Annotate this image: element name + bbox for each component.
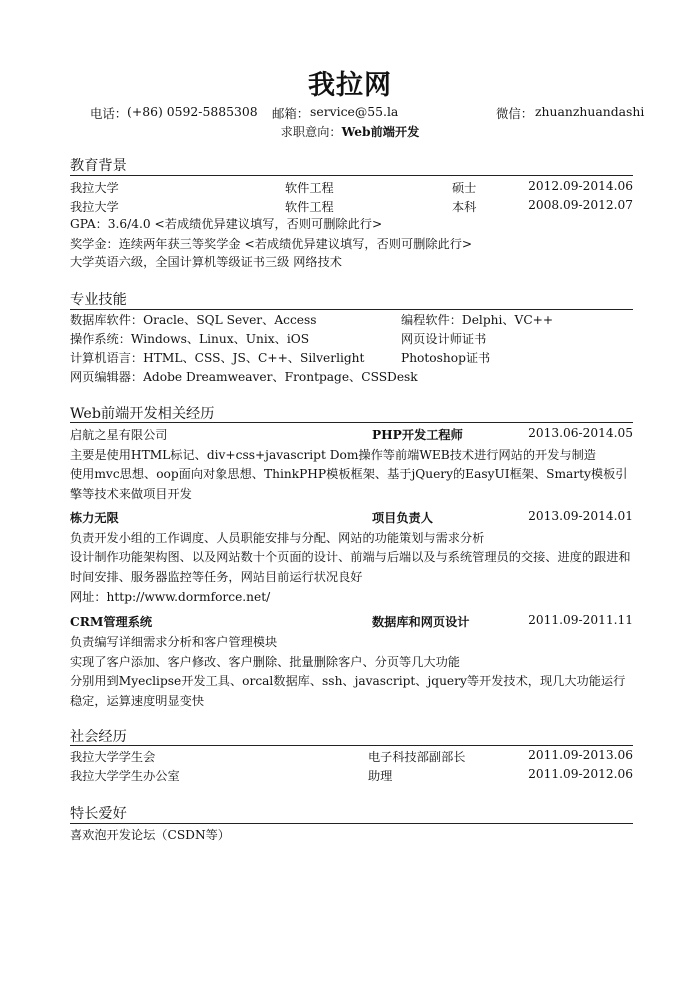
job-role: PHP开发工程师 — [372, 428, 463, 442]
education-school: 我拉大学 — [70, 181, 119, 195]
job-intent — [0, 123, 700, 140]
social-date: 2011.09-2013.06 — [528, 748, 633, 762]
social-org: 我拉大学学生会 — [70, 750, 156, 764]
hobbies-title: 特长爱好 — [70, 806, 127, 822]
skills-title: 专业技能 — [70, 292, 127, 308]
job-role: 项目负责人 — [372, 511, 433, 525]
experience-divider — [70, 422, 633, 423]
social-role: 电子科技部副部长 — [368, 750, 466, 764]
skill-item: 编程软件：Delphi、VC++ — [401, 313, 554, 327]
certificate-line: 大学英语六级，全国计算机等级证书三级 网络技术 — [70, 255, 342, 269]
education-date: 2012.09-2014.06 — [528, 179, 633, 193]
job-date: 2013.09-2014.01 — [528, 509, 633, 523]
resume-name: 我拉网 — [308, 70, 392, 101]
education-degree: 本科 — [452, 200, 477, 214]
wechat-label: 微信： — [496, 106, 534, 121]
job-date: 2013.06-2014.05 — [528, 426, 633, 440]
job-detail: 主要是使用HTML标记、div+css+javascript Dom操作等前端WEB技术进行网站的开发与制造 — [70, 448, 596, 462]
social-divider — [70, 745, 633, 746]
job-date: 2011.09-2011.11 — [528, 613, 633, 627]
job-website-link[interactable]: 网址：http://www.dormforce.net/ — [70, 590, 271, 604]
education-divider — [70, 175, 633, 176]
email-value[interactable]: service@55.la — [310, 104, 399, 119]
job-detail: 负责开发小组的工作调度、人员职能安排与分配、网站的功能策划与需求分析 — [70, 531, 485, 545]
intent-value: Web前端开发 — [341, 125, 420, 139]
social-date: 2011.09-2012.06 — [528, 767, 633, 781]
skill-item: 网页编辑器：Adobe Dreamweaver、Frontpage、CSSDesk — [70, 370, 418, 384]
social-title: 社会经历 — [70, 729, 127, 745]
social-org: 我拉大学学生办公室 — [70, 769, 180, 783]
job-detail: 实现了客户添加、客户修改、客户删除、批量删除客户、分页等几大功能 — [70, 655, 460, 669]
skills-divider — [70, 309, 633, 310]
skill-item: 计算机语言：HTML、CSS、JS、C++、Silverlight — [70, 351, 365, 365]
education-degree: 硕士 — [452, 181, 477, 195]
experience-title: Web前端开发相关经历 — [70, 406, 215, 422]
job-role: 数据库和网页设计 — [372, 615, 470, 629]
job-detail: 分别用到Myeclipse开发工具、orcal数据库、ssh、javascript、jquery等开发技术，现几大功能运行稳定，运算速度明显变快 — [70, 674, 626, 708]
job-detail: 使用mvc思想、oop面向对象思想、ThinkPHP模板框架、基于jQuery的EasyUI框架、Smarty模板引擎等技术来做项目开发 — [70, 467, 628, 501]
gpa-line: GPA：3.6/4.0 <若成绩优异建议填写，否则可删除此行> — [70, 217, 383, 231]
education-date: 2008.09-2012.07 — [528, 198, 633, 212]
education-major: 软件工程 — [285, 181, 334, 195]
job-detail: 设计制作功能架构图、以及网站数十个页面的设计、前端与后端以及与系统管理员的交接、进度的跟进和时间安排、服务器监控等任务，网站目前运行状况良好 — [70, 550, 631, 584]
skill-item: 数据库软件：Oracle、SQL Sever、Access — [70, 313, 317, 327]
hobbies-divider — [70, 823, 633, 824]
skill-item: 网页设计师证书 — [401, 332, 487, 346]
skill-item: Photoshop证书 — [401, 351, 491, 365]
email-label: 邮箱： — [272, 106, 310, 121]
social-role: 助理 — [368, 769, 393, 783]
job-company: 启航之星有限公司 — [70, 428, 168, 442]
hobbies-text: 喜欢泡开发论坛（CSDN等） — [70, 828, 230, 842]
phone-label: 电话： — [90, 106, 128, 121]
job-company: CRM管理系统 — [70, 615, 153, 629]
education-major: 软件工程 — [285, 200, 334, 214]
education-school: 我拉大学 — [70, 200, 119, 214]
education-title: 教育背景 — [70, 158, 127, 174]
wechat-value: zhuanzhuandashi — [535, 104, 645, 119]
job-company: 栋力无限 — [70, 511, 119, 525]
intent-label: 求职意向： — [280, 125, 342, 139]
scholarship-line: 奖学金：连续两年获三等奖学金 <若成绩优异建议填写，否则可删除此行> — [70, 237, 473, 251]
phone-value: (+86) 0592-5885308 — [127, 104, 258, 119]
skill-item: 操作系统：Windows、Linux、Unix、iOS — [70, 332, 310, 346]
job-detail: 负责编写详细需求分析和客户管理模块 — [70, 635, 278, 649]
